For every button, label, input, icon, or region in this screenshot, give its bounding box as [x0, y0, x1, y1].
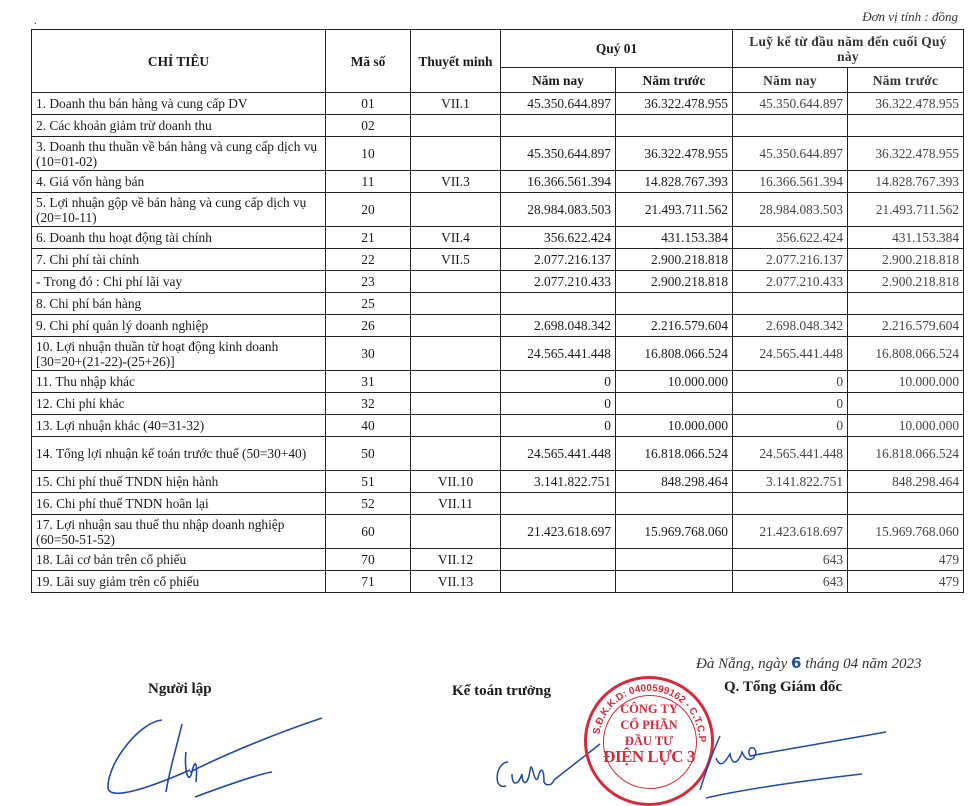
row-code: 51 — [326, 471, 411, 493]
row-cumulative-last-year: 10.000.000 — [848, 415, 964, 437]
table-row — [32, 249, 964, 271]
row-quarter-last-year: 848.298.464 — [616, 471, 733, 493]
header-this-year: Năm nay — [501, 68, 616, 93]
row-cumulative-last-year: 36.322.478.955 — [848, 93, 964, 115]
row-quarter-this-year — [501, 571, 616, 593]
chief-accountant-title: Kế toán trưởng — [452, 683, 551, 699]
leading-mark: . — [34, 16, 37, 27]
row-code: 31 — [326, 371, 411, 393]
row-code: 50 — [326, 437, 411, 471]
row-cumulative-this-year: 2.077.210.433 — [733, 271, 848, 293]
row-indicator: 4. Giá vốn hàng bán — [32, 171, 326, 193]
row-code: 11 — [326, 171, 411, 193]
row-note: VII.11 — [411, 493, 501, 515]
row-note: VII.10 — [411, 471, 501, 493]
row-note — [411, 393, 501, 415]
row-cumulative-this-year: 0 — [733, 393, 848, 415]
row-quarter-last-year: 10.000.000 — [616, 371, 733, 393]
director-title: Q. Tổng Giám đốc — [724, 679, 843, 695]
row-quarter-last-year: 10.000.000 — [616, 415, 733, 437]
row-quarter-last-year: 15.969.768.060 — [616, 515, 733, 549]
row-quarter-this-year: 3.141.822.751 — [501, 471, 616, 493]
row-quarter-this-year: 0 — [501, 371, 616, 393]
row-cumulative-last-year — [848, 293, 964, 315]
row-cumulative-this-year: 3.141.822.751 — [733, 471, 848, 493]
table-row — [32, 371, 964, 393]
row-quarter-this-year — [501, 293, 616, 315]
header-quarter: Quý 01 — [501, 30, 733, 68]
row-indicator: 15. Chi phí thuế TNDN hiện hành — [32, 471, 326, 493]
row-note — [411, 415, 501, 437]
row-indicator: 2. Các khoản giảm trừ doanh thu — [32, 115, 326, 137]
row-indicator: 8. Chi phí bán hàng — [32, 293, 326, 315]
row-quarter-last-year: 21.493.711.562 — [616, 193, 733, 227]
row-quarter-last-year: 431.153.384 — [616, 227, 733, 249]
row-note — [411, 337, 501, 371]
row-cumulative-last-year: 2.216.579.604 — [848, 315, 964, 337]
table-row — [32, 93, 964, 115]
row-quarter-this-year: 0 — [501, 415, 616, 437]
row-code: 21 — [326, 227, 411, 249]
row-indicator: 9. Chi phí quản lý doanh nghiệp — [32, 315, 326, 337]
row-cumulative-last-year — [848, 393, 964, 415]
row-code: 20 — [326, 193, 411, 227]
row-note: VII.1 — [411, 93, 501, 115]
row-cumulative-this-year: 28.984.083.503 — [733, 193, 848, 227]
unit-label: Đơn vị tính : đồng — [862, 9, 958, 24]
row-quarter-this-year: 28.984.083.503 — [501, 193, 616, 227]
header-last-year: Năm trước — [616, 68, 733, 93]
row-indicator: 5. Lợi nhuận gộp về bán hàng và cung cấp dịch vụ (20=10-11) — [32, 193, 326, 227]
row-code: 10 — [326, 137, 411, 171]
table-row — [32, 193, 964, 227]
preparer-title: Người lập — [148, 681, 212, 697]
row-note — [411, 437, 501, 471]
row-cumulative-this-year: 643 — [733, 549, 848, 571]
table-row — [32, 315, 964, 337]
handwritten-day: 6 — [791, 654, 802, 672]
row-note: VII.3 — [411, 171, 501, 193]
row-cumulative-this-year — [733, 493, 848, 515]
row-cumulative-last-year: 10.000.000 — [848, 371, 964, 393]
row-indicator: 1. Doanh thu bán hàng và cung cấp DV — [32, 93, 326, 115]
row-note — [411, 271, 501, 293]
row-indicator: 13. Lợi nhuận khác (40=31-32) — [32, 415, 326, 437]
row-indicator: 6. Doanh thu hoạt động tài chính — [32, 227, 326, 249]
row-code: 25 — [326, 293, 411, 315]
row-quarter-this-year: 21.423.618.697 — [501, 515, 616, 549]
row-quarter-this-year — [501, 493, 616, 515]
header-note: Thuyết minh — [411, 30, 501, 93]
row-quarter-this-year: 45.350.644.897 — [501, 137, 616, 171]
row-quarter-last-year — [616, 393, 733, 415]
table-row — [32, 337, 964, 371]
row-quarter-last-year — [616, 293, 733, 315]
table-row — [32, 415, 964, 437]
table-row — [32, 437, 964, 471]
row-cumulative-this-year: 24.565.441.448 — [733, 437, 848, 471]
row-quarter-last-year — [616, 549, 733, 571]
row-quarter-this-year: 16.366.561.394 — [501, 171, 616, 193]
table-row — [32, 571, 964, 593]
table-row — [32, 293, 964, 315]
row-quarter-this-year: 24.565.441.448 — [501, 437, 616, 471]
place-prefix: Đà Nẵng, ngày — [696, 656, 791, 672]
row-cumulative-last-year: 431.153.384 — [848, 227, 964, 249]
row-quarter-last-year: 36.322.478.955 — [616, 137, 733, 171]
row-note: VII.12 — [411, 549, 501, 571]
row-quarter-last-year — [616, 571, 733, 593]
table-row — [32, 549, 964, 571]
row-cumulative-this-year: 643 — [733, 571, 848, 593]
row-quarter-last-year: 2.216.579.604 — [616, 315, 733, 337]
row-cumulative-last-year — [848, 115, 964, 137]
row-cumulative-this-year: 0 — [733, 415, 848, 437]
place-date — [696, 654, 921, 673]
row-quarter-last-year: 36.322.478.955 — [616, 93, 733, 115]
income-statement-table — [31, 29, 964, 593]
row-cumulative-last-year: 21.493.711.562 — [848, 193, 964, 227]
stamp-line-3: ĐẦU TƯ — [624, 734, 674, 748]
row-quarter-this-year: 0 — [501, 393, 616, 415]
row-code: 30 — [326, 337, 411, 371]
row-cumulative-this-year — [733, 293, 848, 315]
row-indicator: 10. Lợi nhuận thuần từ hoạt động kinh doanh [30=20+(21-22)-(25+26)] — [32, 337, 326, 371]
row-indicator: 16. Chi phí thuế TNDN hoãn lại — [32, 493, 326, 515]
row-cumulative-last-year: 36.322.478.955 — [848, 137, 964, 171]
preparer-signature — [100, 712, 330, 802]
header-code: Mã số — [326, 30, 411, 93]
row-indicator: 14. Tổng lợi nhuận kế toán trước thuế (50=30+40) — [32, 437, 326, 471]
row-cumulative-this-year: 45.350.644.897 — [733, 137, 848, 171]
row-cumulative-last-year: 479 — [848, 571, 964, 593]
row-cumulative-this-year: 0 — [733, 371, 848, 393]
stamp-line-4: ĐIỆN LỰC 3 — [603, 747, 695, 766]
row-cumulative-last-year — [848, 493, 964, 515]
row-cumulative-this-year: 24.565.441.448 — [733, 337, 848, 371]
row-note — [411, 137, 501, 171]
row-cumulative-last-year: 848.298.464 — [848, 471, 964, 493]
row-cumulative-this-year: 16.366.561.394 — [733, 171, 848, 193]
row-quarter-this-year: 45.350.644.897 — [501, 93, 616, 115]
row-indicator: 11. Thu nhập khác — [32, 371, 326, 393]
table-row — [32, 227, 964, 249]
row-indicator: 19. Lãi suy giảm trên cổ phiếu — [32, 571, 326, 593]
row-quarter-last-year: 2.900.218.818 — [616, 249, 733, 271]
header-indicator: CHỈ TIÊU — [32, 30, 326, 93]
row-note — [411, 371, 501, 393]
table-row — [32, 515, 964, 549]
header-cum-this-year: Năm nay — [733, 68, 848, 93]
row-cumulative-last-year: 2.900.218.818 — [848, 271, 964, 293]
header-cum-last-year: Năm trước — [848, 68, 964, 93]
row-indicator: 12. Chi phí khác — [32, 393, 326, 415]
row-quarter-this-year: 2.698.048.342 — [501, 315, 616, 337]
director-signature — [690, 728, 890, 800]
row-note — [411, 315, 501, 337]
header-cumulative: Luỹ kế từ đầu năm đến cuối Quý này — [733, 30, 964, 68]
row-cumulative-this-year — [733, 115, 848, 137]
table-row — [32, 271, 964, 293]
table-row — [32, 171, 964, 193]
place-suffix: tháng 04 năm 2023 — [801, 656, 922, 672]
row-indicator: - Trong đó : Chi phí lãi vay — [32, 271, 326, 293]
row-cumulative-this-year: 2.698.048.342 — [733, 315, 848, 337]
row-code: 52 — [326, 493, 411, 515]
row-code: 01 — [326, 93, 411, 115]
row-code: 26 — [326, 315, 411, 337]
row-indicator: 17. Lợi nhuận sau thuế thu nhập doanh nghiệp (60=50-51-52) — [32, 515, 326, 549]
row-code: 40 — [326, 415, 411, 437]
table-row — [32, 393, 964, 415]
row-note — [411, 193, 501, 227]
row-cumulative-last-year: 16.818.066.524 — [848, 437, 964, 471]
row-cumulative-this-year: 45.350.644.897 — [733, 93, 848, 115]
row-code: 60 — [326, 515, 411, 549]
row-quarter-last-year — [616, 493, 733, 515]
row-cumulative-last-year: 479 — [848, 549, 964, 571]
row-quarter-this-year — [501, 549, 616, 571]
row-quarter-last-year: 16.818.066.524 — [616, 437, 733, 471]
row-cumulative-this-year: 356.622.424 — [733, 227, 848, 249]
row-cumulative-last-year: 16.808.066.524 — [848, 337, 964, 371]
row-code: 32 — [326, 393, 411, 415]
row-quarter-this-year — [501, 115, 616, 137]
table-row — [32, 471, 964, 493]
row-code: 71 — [326, 571, 411, 593]
row-quarter-this-year: 356.622.424 — [501, 227, 616, 249]
stamp-line-2: CỔ PHẦN — [620, 718, 678, 732]
row-note — [411, 515, 501, 549]
row-code: 02 — [326, 115, 411, 137]
row-cumulative-this-year: 2.077.216.137 — [733, 249, 848, 271]
row-quarter-last-year — [616, 115, 733, 137]
row-quarter-last-year: 14.828.767.393 — [616, 171, 733, 193]
table-row — [32, 137, 964, 171]
row-code: 23 — [326, 271, 411, 293]
row-quarter-last-year: 2.900.218.818 — [616, 271, 733, 293]
row-note — [411, 115, 501, 137]
row-note — [411, 293, 501, 315]
row-quarter-last-year: 16.808.066.524 — [616, 337, 733, 371]
stamp-line-1: CÔNG TY — [620, 702, 678, 716]
row-cumulative-this-year: 21.423.618.697 — [733, 515, 848, 549]
row-indicator: 7. Chi phí tài chính — [32, 249, 326, 271]
row-note: VII.13 — [411, 571, 501, 593]
row-note: VII.5 — [411, 249, 501, 271]
row-indicator: 3. Doanh thu thuần về bán hàng và cung cấp dịch vụ (10=01-02) — [32, 137, 326, 171]
row-cumulative-last-year: 14.828.767.393 — [848, 171, 964, 193]
row-cumulative-last-year: 15.969.768.060 — [848, 515, 964, 549]
table-row — [32, 115, 964, 137]
row-quarter-this-year: 2.077.216.137 — [501, 249, 616, 271]
row-quarter-this-year: 24.565.441.448 — [501, 337, 616, 371]
row-code: 22 — [326, 249, 411, 271]
row-cumulative-last-year: 2.900.218.818 — [848, 249, 964, 271]
row-indicator: 18. Lãi cơ bản trên cổ phiếu — [32, 549, 326, 571]
row-code: 70 — [326, 549, 411, 571]
svg-text:S.Đ.K.K.D: 0400599162 - C.T.C.: S.Đ.K.K.D: 0400599162 - C.T.C.P — [591, 682, 708, 743]
row-quarter-this-year: 2.077.210.433 — [501, 271, 616, 293]
row-note: VII.4 — [411, 227, 501, 249]
table-row — [32, 493, 964, 515]
